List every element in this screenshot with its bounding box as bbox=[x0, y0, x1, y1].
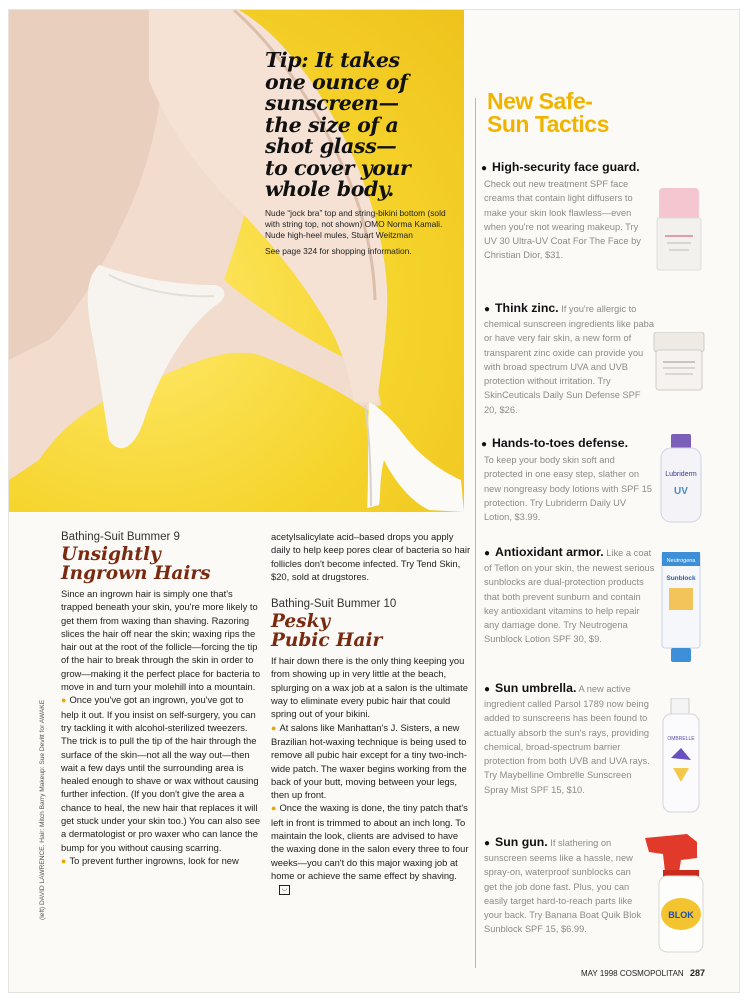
tactic-title: ● Hands-to-toes defense. bbox=[481, 436, 733, 452]
zinc-cream-jar-icon bbox=[653, 332, 705, 392]
tip-line: one ounce of bbox=[265, 69, 408, 94]
tactic-body: A new active ingredient called Parsol 1789 now being added to sunscreens has been found to actually absorb the sun's rays, providing chemical, broad-spectrum barrier protection from both UVB and UVA rays. Try Maybelline Ombrelle Sunscreen Spray Mist SPF 15, $10. bbox=[484, 684, 650, 795]
tactic-item bbox=[481, 160, 733, 263]
sidebar-title bbox=[487, 90, 733, 136]
tactic-item bbox=[481, 834, 733, 937]
product-label: OMBRELLE bbox=[667, 736, 695, 742]
tactic-text bbox=[484, 301, 656, 417]
paragraph bbox=[61, 693, 263, 854]
headline-line: Ingrown Hairs bbox=[61, 563, 211, 584]
product-label: Lubriderm bbox=[665, 471, 697, 478]
sidebar-title-line: New Safe- bbox=[487, 88, 593, 114]
paragraph-text: To prevent further ingrowns, look for new bbox=[69, 854, 239, 866]
bullet-icon: ● bbox=[271, 803, 277, 814]
lotion-bottle-icon bbox=[659, 434, 703, 524]
article-kicker: Bathing-Suit Bummer 9 bbox=[61, 531, 180, 543]
issue-line: MAY 1998 COSMOPOLITAN bbox=[581, 969, 684, 978]
shopping-info: See page 324 for shopping information. bbox=[265, 245, 412, 256]
article-headline bbox=[61, 545, 263, 583]
tactic-item bbox=[481, 300, 733, 417]
tactic-item bbox=[481, 436, 733, 524]
page-footer bbox=[581, 968, 705, 978]
bullet-icon: ● bbox=[61, 855, 67, 866]
tip-line: whole body. bbox=[265, 177, 394, 201]
bullet-icon: ● bbox=[271, 722, 277, 733]
paragraph: acetylsalicylate acid–based drops you apply daily to help keep pores clear of bacteria so hair follicles don't become infected. Try Tend Skin, $20, sold at drugstores. bbox=[271, 531, 471, 582]
tip-line: sunscreen— bbox=[265, 91, 399, 115]
article-column-1 bbox=[61, 530, 263, 868]
tip-quote bbox=[265, 50, 460, 201]
article-kicker: Bathing-Suit Bummer 10 bbox=[271, 598, 397, 611]
paragraph bbox=[61, 854, 263, 868]
photo-credit: Nude “jock bra” top and string-bikini bottom (sold with string top, not shown) OMO Norma Kamali. Nude high-heel mules, Stuart Weitzman bbox=[265, 207, 446, 240]
tip-block bbox=[265, 50, 460, 257]
article-headline bbox=[271, 612, 471, 650]
paragraph bbox=[271, 801, 471, 895]
magazine-page bbox=[9, 10, 739, 992]
paragraph bbox=[271, 721, 471, 802]
article-column-2 bbox=[271, 530, 471, 896]
product-label: BLOK bbox=[668, 910, 694, 920]
spray-gun-bottle-icon bbox=[641, 832, 723, 954]
column-divider bbox=[475, 98, 476, 968]
tip-line: shot glass— bbox=[265, 134, 397, 158]
product-brand: Neutrogena bbox=[666, 558, 696, 564]
headline-line: Pubic Hair bbox=[271, 630, 383, 652]
tactic-item bbox=[481, 544, 733, 647]
sunblock-tube-icon bbox=[659, 552, 703, 664]
tactic-title: ● Think zinc. bbox=[484, 301, 559, 315]
tactic-body: If slathering on sunscreen seems like a hassle, new spray-on, waterproof sunblocks can get the job done fast. Plus, you can easily target hard-to-reach parts like your back. Try Banana Boat Quik Blok Sunblock SPF 15, $6.99. bbox=[484, 838, 642, 935]
tactic-title: ● High-security face guard. bbox=[481, 160, 733, 176]
tactic-body: If you're allergic to chemical sunscreen ingredients like paba or have very fair skin, a new form of transparent zinc oxide can provide you with broad spectrum UVA and UVB protection without irritation. Try SkinCeuticals Daily Sun Defense SPF 20, $26. bbox=[484, 304, 655, 415]
tactic-title: ● Sun gun. bbox=[484, 835, 548, 849]
headline-line: Pesky bbox=[271, 611, 331, 633]
paragraph: Since an ingrown hair is simply one that's trapped beneath your skin, you're more likely to get them from waxing than shaving. Razoring slices the hair off near the skin; waxing rips the hair out at the root of the follicle—forcing the tip of the hair to break through the skin in order to grow—making it the perfect place for bacteria to move in and turn your molehill into a mountain. bbox=[61, 588, 261, 693]
tactic-body: Check out new treatment SPF face creams that contain light diffusers to make your skin look flawless—even when you're not wearing makeup. Try UV 30 Ultra-UV Coat For The Face by Christian Dior, $31. bbox=[484, 179, 641, 261]
bullet-icon: ● bbox=[61, 695, 67, 706]
headline-line: Unsightly bbox=[61, 544, 161, 565]
paragraph: If hair down there is the only thing keeping you from showing up in very little at the beach, splurging on a wax job at a salon is the ultimate way to eliminate every pubic hair that could spring out of your bikini. bbox=[271, 655, 468, 720]
paragraph-text: Once the waxing is done, the tiny patch that's left in front is trimmed to about an inch long. To maintain the look, clients are advised to have the waxing done in the salon every three to four weeks—you can't do this major waxing job at home or achieve the same effect by shaving. bbox=[271, 802, 469, 881]
tactic-title: ● Sun umbrella. bbox=[484, 681, 576, 695]
tactic-text bbox=[484, 545, 656, 647]
tip-line: the size of a bbox=[265, 112, 399, 137]
paragraph-text: Once you've got an ingrown, you've got to help it out. If you insist on self-surgery, you can try tackling it with alcohol-sterilized tweezers. The trick is to pull the tip of the hair through the surface of the skin—not all the way out—then wait a few days until the surrounding area is healed enough to shave or wax without causing further infection. (If you don't give the area a chance to heal, the new hair that replaces it will get stuck under your skin too.) You can also see a dermatologist or pro waxer who can lance the bump for you without causing scarring. bbox=[61, 694, 261, 853]
hero-photo bbox=[9, 10, 464, 512]
tactic-text bbox=[484, 681, 656, 797]
page-number: 287 bbox=[689, 968, 705, 978]
photo-credit-vertical: (left) DAVID LAWRENCE. Hair: Mitch Barry Makeup: Sue Devitt for AWAKE bbox=[39, 699, 46, 920]
tip-line: Tip: It takes bbox=[265, 48, 400, 72]
spray-mist-bottle-icon bbox=[661, 698, 701, 816]
face-cream-jar-icon bbox=[655, 188, 703, 274]
sidebar-title-line: Sun Tactics bbox=[487, 111, 609, 137]
tactic-item bbox=[481, 680, 733, 797]
tip-line: to cover your bbox=[265, 155, 411, 180]
end-of-article-icon: ◡ bbox=[279, 885, 290, 895]
tactic-text bbox=[484, 835, 644, 937]
tactic-title: ● Antioxidant armor. bbox=[484, 545, 604, 559]
product-sub-label: Sunblock bbox=[666, 575, 696, 582]
tactic-body: Like a coat of Teflon on your skin, the newest serious sunblocks are dual-protection products that both prevent sunburn and contain key antioxidant vitamins to help repair any damage done. Try Neutrogena Sunblock Lotion SPF 30, $9. bbox=[484, 548, 655, 645]
paragraph-text: At salons like Manhattan's J. Sisters, a new Brazilian hot-waxing technique is being used to remove all pubic hair except for a tiny two-inch-wide patch. The waxer begins working from the back of your butt, moving between your legs, then up front. bbox=[271, 721, 467, 801]
sun-tactics-sidebar bbox=[481, 88, 733, 935]
tactic-body: To keep your body skin soft and protected in one easy step, slather on new nongreasy body lotions with SPF 15 protection. Try Lubriderm Daily UV Lotion, $3.99. bbox=[484, 455, 652, 523]
product-sub-label: UV bbox=[674, 486, 688, 497]
